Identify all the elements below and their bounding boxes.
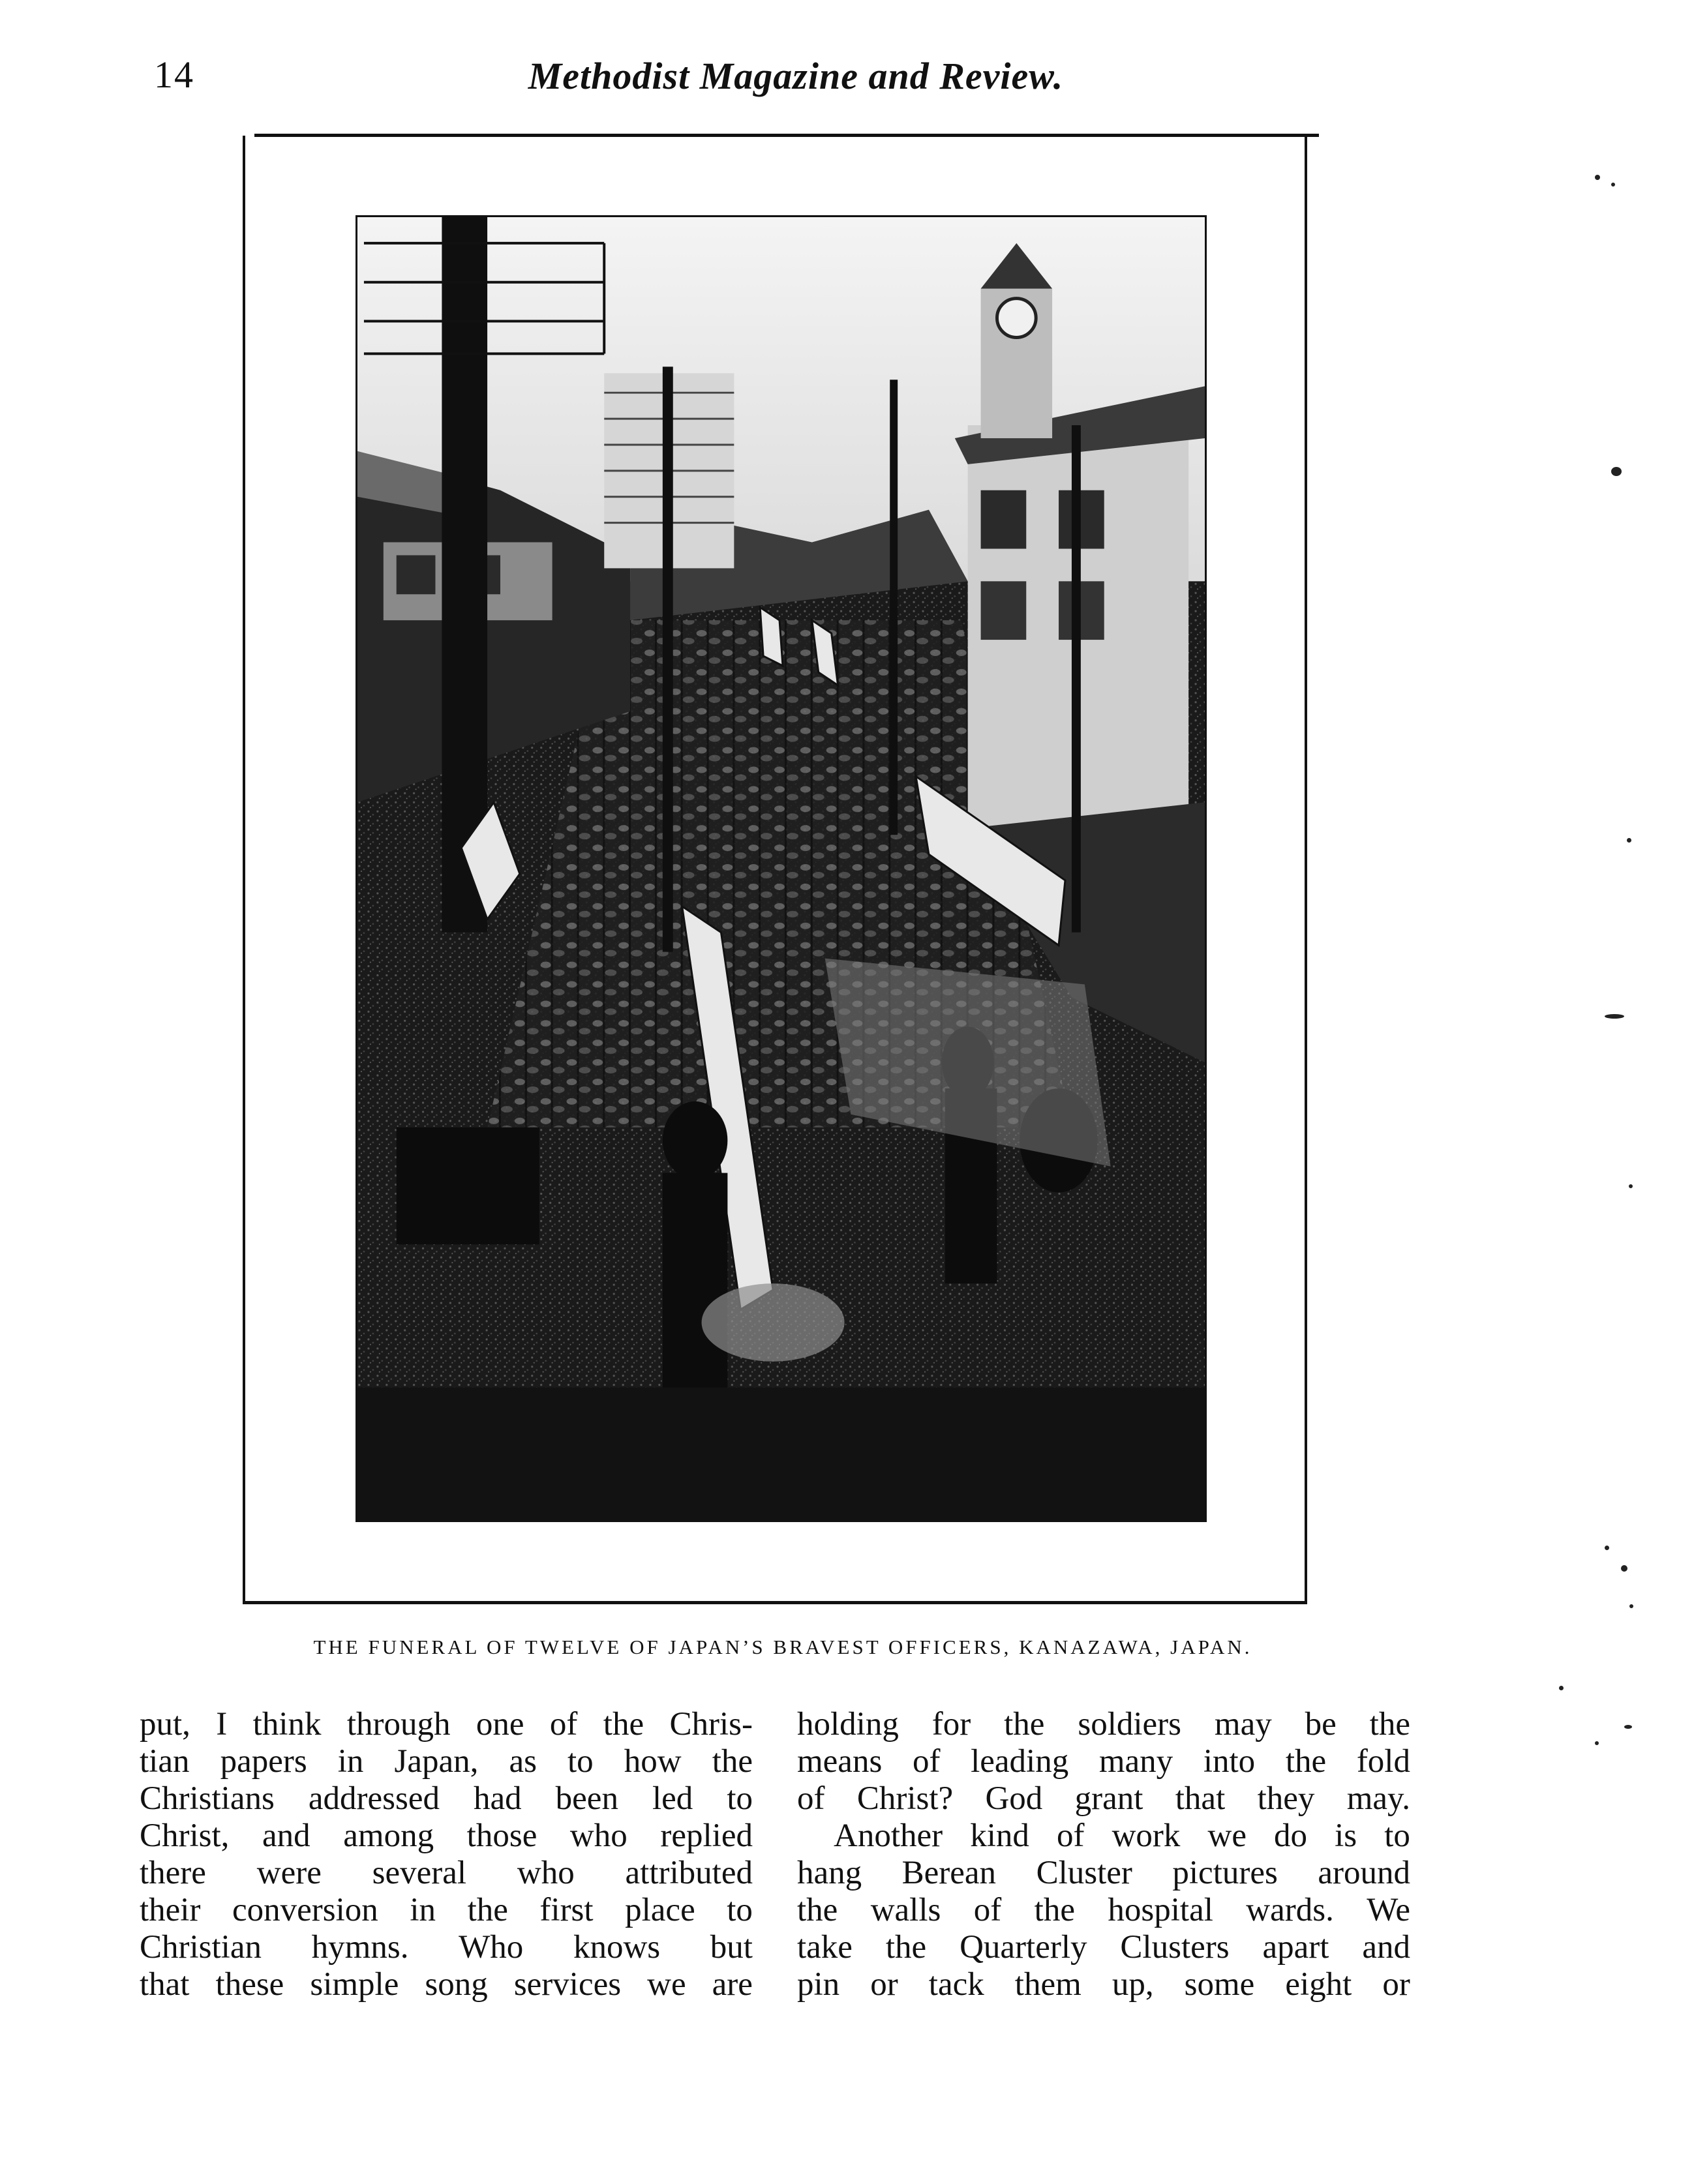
scan-speck [1611,183,1615,187]
scan-speck [1611,467,1622,476]
text-line: holding for the soldiers may be the [797,1706,1410,1743]
right-text-column [797,1706,1410,2003]
funeral-photograph [355,215,1207,1522]
figure-caption: THE FUNERAL OF TWELVE OF JAPAN’S BRAVEST OFFICERS, KANAZAWA, JAPAN. [313,1636,1252,1658]
text-line: there were several who attributed [140,1855,753,1891]
scan-speck [1624,1725,1632,1729]
left-text-column [140,1706,753,2003]
scan-speck [1629,1604,1633,1608]
page-number: 14 [154,53,194,96]
text-line: the walls of the hospital wards. We [797,1892,1410,1928]
text-line: Christian hymns. Who knows but [140,1929,753,1966]
scan-speck [1595,1741,1599,1745]
text-line: of Christ? God grant that they may. [797,1780,1410,1817]
text-line: hang Berean Cluster pictures around [797,1855,1410,1891]
text-line: Christ, and among those who replied [140,1818,753,1854]
funeral-photograph-illustration [357,217,1205,1520]
text-line: take the Quarterly Clusters apart and [797,1929,1410,1966]
text-line: Christians addressed had been led to [140,1780,753,1817]
scan-speck [1605,1014,1624,1019]
scan-speck [1559,1686,1564,1690]
text-line: that these simple song services we are [140,1966,753,2003]
scan-speck [1605,1546,1609,1550]
text-line: pin or tack them up, some eight or [797,1966,1410,2003]
text-line: means of leading many into the fold [797,1743,1410,1780]
scan-speck [1627,838,1631,843]
text-line: put, I think through one of the Chris- [140,1706,753,1743]
scan-speck [1629,1184,1633,1188]
text-line: tian papers in Japan, as to how the [140,1743,753,1780]
text-line: Another kind of work we do is to [834,1818,1410,1854]
text-line: their conversion in the first place to [140,1892,753,1928]
scan-speck [1621,1565,1627,1572]
scan-speck [1595,175,1600,180]
running-title: Methodist Magazine and Review. [528,55,1064,97]
